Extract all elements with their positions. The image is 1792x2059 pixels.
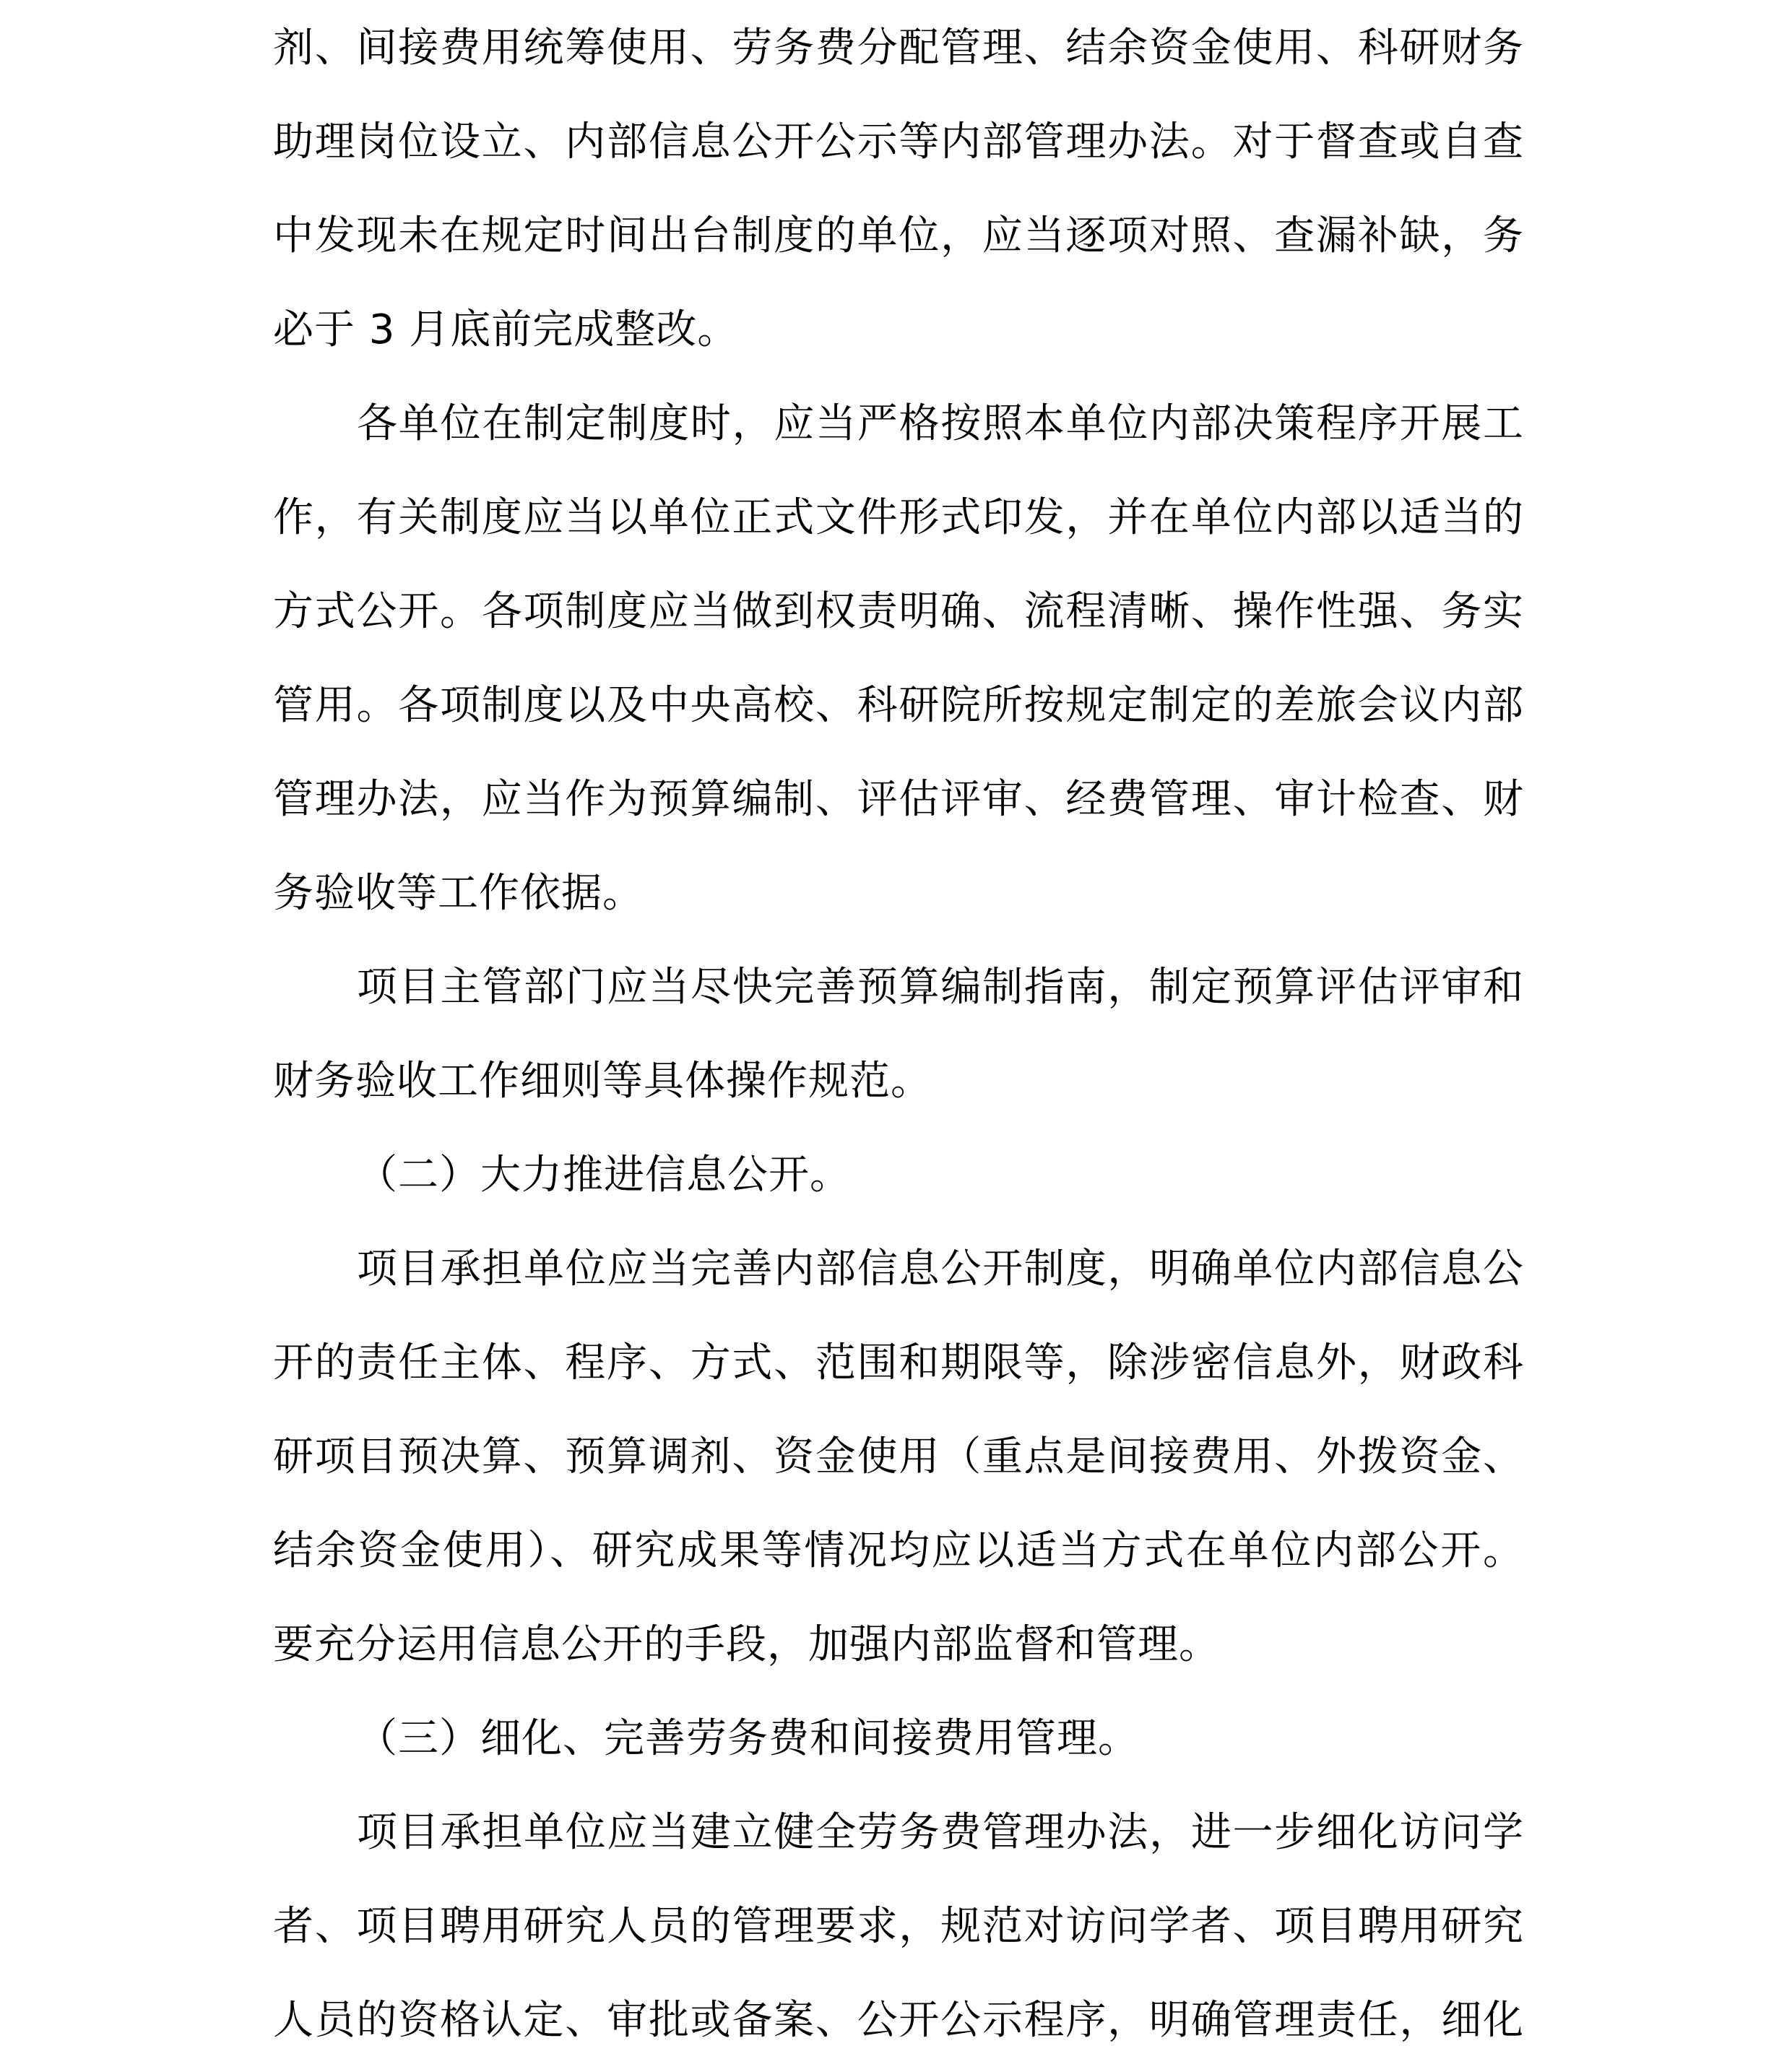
text-line: 务验收等工作依据。 xyxy=(273,870,644,917)
paragraph-first-line: 各单位在制定制度时，应当严格按照本单位内部决策程序开展工 xyxy=(357,400,1524,447)
text-line: 要充分运用信息公开的手段，加强内部监督和管理。 xyxy=(273,1621,1220,1668)
text-line: 财务验收工作细则等具体操作规范。 xyxy=(273,1058,932,1105)
text-line: 中发现未在规定时间出台制度的单位，应当逐项对照、查漏补缺，务 xyxy=(273,212,1524,259)
text-line: 开的责任主体、程序、方式、范围和期限等，除涉密信息外，财政科 xyxy=(273,1339,1524,1386)
text-line: 结余资金使用）、研究成果等情况均应以适当方式在单位内部公开。 xyxy=(273,1527,1524,1574)
section-heading: （三）细化、完善劳务费和间接费用管理。 xyxy=(357,1715,1139,1762)
text-line: 方式公开。各项制度应当做到权责明确、流程清晰、操作性强、务实 xyxy=(273,588,1524,635)
text-line: 管理办法，应当作为预算编制、评估评审、经费管理、审计检查、财 xyxy=(273,776,1524,823)
text-line: 者、项目聘用研究人员的管理要求，规范对访问学者、项目聘用研究 xyxy=(273,1903,1524,1950)
paragraph-first-line: 项目承担单位应当完善内部信息公开制度，明确单位内部信息公 xyxy=(357,1246,1524,1292)
text-line: 剂、间接费用统筹使用、劳务费分配管理、结余资金使用、科研财务 xyxy=(273,25,1524,72)
text-line: 人员的资格认定、审批或备案、公开公示程序，明确管理责任，细化 xyxy=(273,1997,1524,2044)
text-line: 助理岗位设立、内部信息公开公示等内部管理办法。对于督查或自查 xyxy=(273,118,1524,165)
text-line: 作，有关制度应当以单位正式文件形式印发，并在单位内部以适当的 xyxy=(273,494,1524,541)
section-heading: （二）大力推进信息公开。 xyxy=(357,1152,851,1199)
text-line: 必于 3 月底前完成整改。 xyxy=(273,306,739,353)
text-line: 管用。各项制度以及中央高校、科研院所按规定制定的差旅会议内部 xyxy=(273,682,1524,729)
paragraph-first-line: 项目承担单位应当建立健全劳务费管理办法，进一步细化访问学 xyxy=(357,1809,1524,1856)
paragraph-first-line: 项目主管部门应当尽快完善预算编制指南，制定预算评估评审和 xyxy=(357,964,1524,1011)
text-line: 研项目预决算、预算调剂、资金使用（重点是间接费用、外拨资金、 xyxy=(273,1433,1524,1480)
